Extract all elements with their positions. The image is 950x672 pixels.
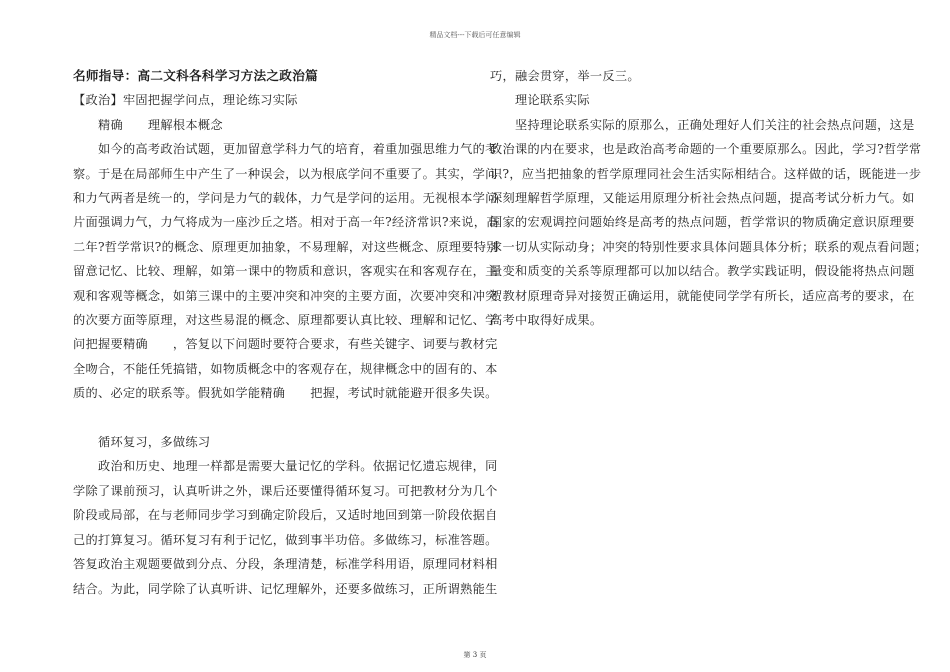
paragraph-line: 的次要方面等原理，对这些易混的概念、原理都要认真比较、理解和记忆、学 bbox=[73, 313, 498, 328]
paragraph-line: 察。于是在局部师生中产生了一种误会，以为根底学问不重要了。其实，学问 bbox=[73, 166, 498, 181]
paragraph-line: 坚持理论联系实际的原那么，正确处理好人们关注的社会热点问题，这是 bbox=[490, 117, 915, 132]
paragraph-line: 全吻合，不能任凭搞错，如物质概念中的客观存在，规律概念中的固有的、本 bbox=[73, 361, 498, 376]
paragraph-line: 国家的宏观调控问题始终是高考的热点问题，哲学常识的物质确定意识原理要 bbox=[490, 215, 915, 230]
page-number: 第 3 页 bbox=[463, 651, 487, 659]
paragraph-line: 己的打算复习。循环复习有利于记忆，做到事半功倍。多做练习，标准答题。 bbox=[73, 532, 498, 547]
subheading: 循环复习，多做练习 bbox=[73, 435, 211, 450]
paragraph-line: 答复政治主观题要做到分点、分段，条理清楚，标准学科用语，原理同材料相 bbox=[73, 557, 498, 572]
paragraph-line: 质的、必定的联系等。假犹如学能精确 把握，考试时就能避开很多失误。 bbox=[73, 386, 498, 401]
paragraph-line: 深刻理解哲学原理，又能运用原理分析社会热点问题，提高考试分析力气。如 bbox=[490, 191, 915, 206]
paragraph-line: 高考中取得好成果。 bbox=[490, 313, 603, 328]
subheading: 理论联系实际 bbox=[490, 93, 590, 108]
paragraph-line: 识?，应当把抽象的哲学原理同社会生活实际相结合。这样做的话，既能进一步 bbox=[490, 166, 922, 181]
paragraph-line: 贺教材原理奇异对接贺正确运用，就能使同学学有所长，适应高考的要求，在 bbox=[490, 288, 915, 303]
subheading: 精确 理解根本概念 bbox=[73, 117, 223, 132]
paragraph-line: 求一切从实际动身；冲突的特别性要求具体问题具体分析；联系的观点看问题； bbox=[490, 239, 928, 254]
paragraph-line: 学除了课前预习，认真听讲之外，课后还要懂得循环复习。可把教材分为几个 bbox=[73, 483, 498, 498]
page-header: 精品文档---下载后可任意编辑 bbox=[429, 31, 521, 39]
left-text-column bbox=[73, 64, 499, 601]
section-heading: 【政治】牢固把握学问点，理论练习实际 bbox=[73, 93, 298, 108]
paragraph-line: 政治和历史、地理一样都是需要大量记忆的学科。依据记忆遗忘规律，同 bbox=[73, 459, 498, 474]
paragraph-line: 如今的高考政治试题，更加留意学科力气的培育，着重加强思维力气的考 bbox=[73, 142, 498, 157]
paragraph-line: 阶段或局部，在与老师同步学习到确定阶段后，又适时地回到第一阶段依据自 bbox=[73, 508, 498, 523]
paragraph-line: 片面强调力气，力气将成为一座沙丘之塔。相对于高一年?经济常识?来说，高 bbox=[73, 215, 499, 230]
document-title: 名师指导：高二文科各科学习方法之政治篇 bbox=[73, 68, 318, 83]
paragraph-line: 政治课的内在要求，也是政治高考命题的一个重要原那么。因此，学习?哲学常 bbox=[490, 142, 922, 157]
paragraph-line: 二年?哲学常识?的概念、原理更加抽象，不易理解，对这些概念、原理要特别 bbox=[73, 239, 499, 254]
paragraph-line: 留意记忆、比较、理解，如第一课中的物质和意识，客观实在和客观存在，主 bbox=[73, 264, 498, 279]
paragraph-line: 结合。为此，同学除了认真听讲、记忆理解外，还要多做练习，正所谓熟能生 bbox=[73, 581, 498, 596]
blank-line bbox=[73, 406, 461, 430]
paragraph-line: 量变和质变的关系等原理都可以加以结合。教学实践证明，假设能将热点问题 bbox=[490, 264, 915, 279]
paragraph-line: 问把握要精确 ，答复以下问题时要符合要求，有些关键字、词要与教材完 bbox=[73, 337, 498, 352]
paragraph-line: 和力气两者是统一的，学问是力气的载体，力气是学问的运用。无视根本学问 bbox=[73, 191, 498, 206]
paragraph-line: 观和客观等概念，如第三课中的主要冲突和冲突的主要方面，次要冲突和冲突 bbox=[73, 288, 498, 303]
right-text-column bbox=[490, 64, 928, 332]
paragraph-line: 巧，融会贯穿，举一反三。 bbox=[490, 69, 640, 83]
